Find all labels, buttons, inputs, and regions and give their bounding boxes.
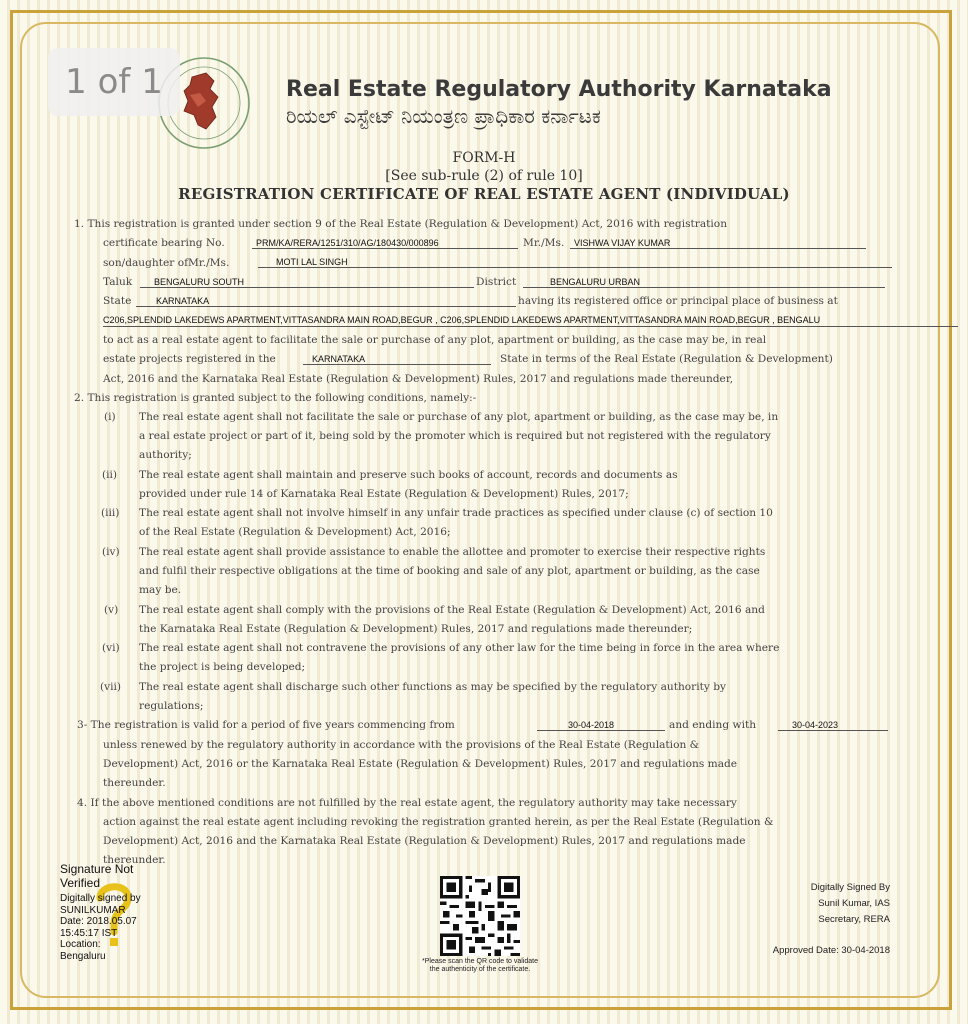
- cond-v-line-2: the Karnataka Real Estate (Regulation & Development) Rules, 2017 and regulations made thereunder;: [139, 623, 693, 635]
- parent-underline: [258, 267, 892, 268]
- district-underline: [523, 287, 885, 288]
- cond-v-number: (v): [104, 604, 119, 616]
- p3-line-3: Development) Act, 2016 or the Karnataka Real Estate (Regulation & Development) Rules, 2017 and regulations made: [103, 758, 738, 770]
- p3-line-2: unless renewed by the regulatory authority in accordance with the provisions of the Real Estate (Regulation &: [103, 739, 700, 751]
- certificate-number: PRM/KA/RERA/1251/310/AG/180430/000896: [256, 238, 439, 248]
- cond-vi-line-1: The real estate agent shall not contravene the provisions of any other law for the time being in force in the area where: [139, 642, 780, 654]
- organization-title-kannada: ರಿಯಲ್ ಎಸ್ಟೇಟ್ ನಿಯಂತ್ರಣ ಪ್ರಾಧಿಕಾರ ಕರ್ನಾಟಕ: [286, 104, 601, 128]
- cond-i-line-3: authority;: [139, 449, 192, 461]
- p1-taluk-label: Taluk: [103, 276, 133, 288]
- p3-line-4: thereunder.: [103, 777, 166, 789]
- cond-v-line-1: The real estate agent shall comply with the provisions of the Real Estate (Regulation & Development) Act, 2016 and: [139, 604, 765, 616]
- qr-validation-note: [396, 958, 564, 974]
- cond-iv-line-1: The real estate agent shall provide assistance to enable the allottee and promoter to exercise their respective rights: [139, 546, 766, 558]
- reg-state-underline: [303, 364, 491, 365]
- valid-from-date: 30-04-2018: [568, 720, 615, 730]
- cond-iv-line-3: may be.: [139, 584, 182, 596]
- cond-vi-line-2: the project is being developed;: [139, 661, 306, 673]
- p3-line-1b: and ending with: [669, 719, 757, 731]
- signer-block: [770, 880, 890, 928]
- signer-line-1: Digitally Signed By: [810, 882, 890, 893]
- state-underline: [136, 306, 516, 307]
- cond-ii-number: (ii): [102, 469, 118, 481]
- signer-designation: Secretary, RERA: [818, 914, 890, 925]
- state-value: KARNATAKA: [156, 296, 210, 306]
- signature-location: Bengaluru: [60, 950, 106, 962]
- name-underline: [570, 248, 866, 249]
- cond-iv-number: (iv): [102, 546, 120, 558]
- p1-mr-ms-label: Mr./Ms.: [523, 237, 565, 249]
- cond-vi-number: (vi): [102, 642, 120, 654]
- p1-line-1: 1. This registration is granted under section 9 of the Real Estate (Regulation & Development) Act, 2016 with registration: [74, 218, 728, 230]
- p4-line-3: Development) Act, 2016 and the Karnataka Real Estate (Regulation & Development) Rules, 2017 and regulations made: [103, 835, 746, 847]
- p4-line-1: 4. If the above mentioned conditions are not fulfilled by the real estate agent, the regulatory authority may take necessary: [77, 797, 737, 809]
- cond-ii-line-1: The real estate agent shall maintain and preserve such books of account, records and documents as: [139, 469, 678, 481]
- signature-date: Date: 2018.05.07: [60, 916, 137, 927]
- qr-note-line-1: *Please scan the QR code to validate: [422, 958, 538, 965]
- organization-title-english: Real Estate Regulatory Authority Karnataka: [286, 77, 832, 102]
- signature-signer: SUNILKUMAR: [60, 904, 126, 916]
- p1-district-label: District: [476, 276, 517, 288]
- form-rule-reference: [See sub-rule (2) of rule 10]: [385, 168, 583, 184]
- district-value: BENGALURU URBAN: [550, 277, 641, 287]
- cond-vii-line-2: regulations;: [139, 700, 204, 712]
- page-indicator: 1 of 1: [48, 48, 180, 116]
- p1-state-label: State: [103, 295, 132, 307]
- registered-state-value: KARNATAKA: [312, 354, 366, 364]
- cond-iv-line-2: and fulfil their respective obligations at the time of booking and sale of any plot, apartment or building, as the case: [139, 565, 760, 577]
- p1-certificate-label: certificate bearing No.: [103, 237, 225, 249]
- cond-ii-line-2: provided under rule 14 of Karnataka Real Estate (Regulation & Development) Rules, 2017;: [139, 488, 629, 500]
- approved-date: Approved Date: 30-04-2018: [772, 945, 890, 956]
- signature-status-line-1: Signature Not: [60, 862, 134, 876]
- p4-line-4: thereunder.: [103, 854, 166, 866]
- address-underline: [103, 326, 958, 327]
- cond-i-line-1: The real estate agent shall not facilitate the sale or purchase of any plot, apartment or building, as the case may be, in: [139, 411, 779, 423]
- p1-line-8b: State in terms of the Real Estate (Regulation & Development): [500, 353, 833, 365]
- p3-line-1a: 3- The registration is valid for a period of five years commencing from: [77, 719, 455, 731]
- p1-line-8a: estate projects registered in the: [103, 353, 276, 365]
- agent-name: VISHWA VIJAY KUMAR: [574, 238, 671, 248]
- valid-from-underline: [537, 730, 665, 731]
- parent-name: MOTI LAL SINGH: [276, 257, 348, 267]
- valid-to-date: 30-04-2023: [792, 720, 839, 730]
- qr-note-line-2: the authenticity of the certificate.: [429, 966, 531, 973]
- cond-iii-line-2: of the Real Estate (Regulation & Development) Act, 2016;: [139, 526, 451, 538]
- cond-i-line-2: a real estate project or part of it, being sold by the promoter which is required but not registered with the regulatory: [139, 430, 771, 442]
- cond-iii-line-1: The real estate agent shall not involve himself in any unfair trade practices as specified under clause (c) of section 10: [139, 507, 773, 519]
- signer-name: Sunil Kumar, IAS: [818, 898, 890, 909]
- p2-line-1: 2. This registration is granted subject to the following conditions, namely:-: [74, 392, 477, 404]
- cond-i-number: (i): [104, 411, 116, 423]
- cert-no-underline: [252, 248, 518, 249]
- cond-vii-number: (vii): [100, 681, 122, 693]
- office-address: C206,SPLENDID LAKEDEWS APARTMENT,VITTASANDRA MAIN ROAD,BEGUR , C206,SPLENDID LAKEDEWS APARTMENT,VITTASANDRA MAIN ROAD,BEGUR , BENGALU: [103, 315, 821, 325]
- p1-parent-label: son/daughter ofMr./Ms.: [103, 257, 230, 269]
- qr-code-icon: [440, 876, 520, 956]
- cond-vii-line-1: The real estate agent shall discharge such other functions as may be specified by the regulatory authority by: [139, 681, 727, 693]
- p4-line-2: action against the real estate agent including revoking the registration granted herein, as per the Real Estate (Regulation &: [103, 816, 774, 828]
- p1-line-9: Act, 2016 and the Karnataka Real Estate (Regulation & Development) Rules, 2017 and regulations made thereunder,: [103, 373, 734, 385]
- taluk-value: BENGALURU SOUTH: [154, 277, 245, 287]
- p1-line-7: to act as a real estate agent to facilitate the sale or purchase of any plot, apartment or building, as the case may be, in real: [103, 334, 767, 346]
- signature-status-line-2: Verified: [60, 876, 101, 890]
- signature-location-label: Location:: [60, 939, 101, 950]
- valid-to-underline: [778, 730, 888, 731]
- cond-iii-number: (iii): [101, 507, 120, 519]
- certificate-title: REGISTRATION CERTIFICATE OF REAL ESTATE AGENT (INDIVIDUAL): [178, 185, 790, 203]
- signature-time: 15:45:17 IST: [60, 927, 118, 939]
- signature-signed-by: Digitally signed by: [60, 893, 141, 904]
- p1-office-label: having its registered office or principal place of business at: [518, 295, 838, 307]
- form-name: FORM-H: [452, 150, 516, 166]
- digital-signature-block[interactable]: [60, 862, 180, 962]
- taluk-underline: [140, 287, 474, 288]
